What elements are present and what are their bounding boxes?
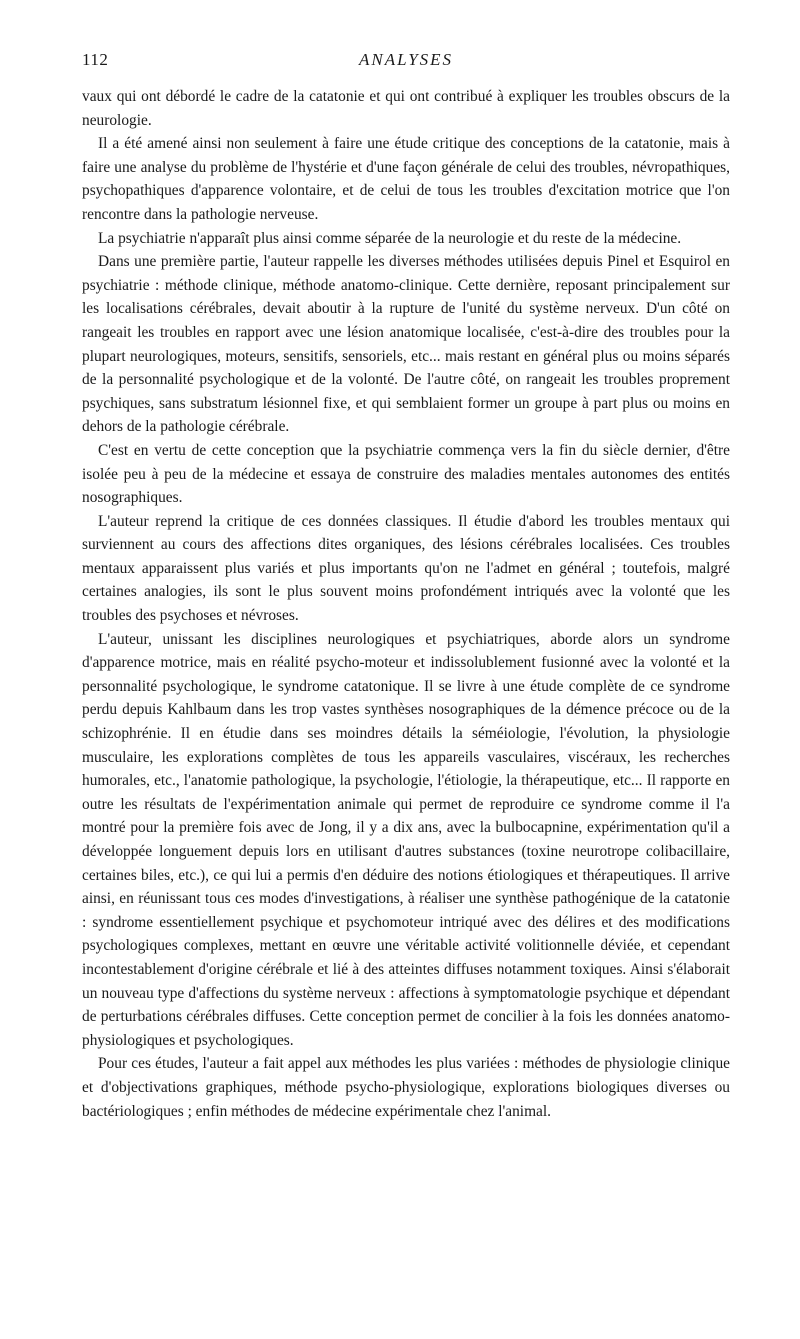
section-title: ANALYSES [358,50,454,69]
paragraph: La psychiatrie n'apparaît plus ainsi comme séparée de la neurologie et du reste de la médecine. [98,229,682,247]
paragraph: Il a été amené ainsi non seulement à faire une étude critique des conceptions de la catatonie, mais à faire une analyse du problème de l'hystérie et d'une façon générale de celui des troubles, névropathiques, psychopathiques d'apparence volontaire, et de celui de tous les troubles d'excitation motrice que l'on rencontre dans la pathologie nerveuse. [82,135,730,223]
paragraph-continuation: vaux qui ont débordé le cadre de la catatonie et qui ont contribué à expliquer les troubles obscurs de la neurologie. [82,88,730,129]
running-head [82,50,730,76]
body-text [82,85,730,1123]
paragraph: Pour ces études, l'auteur a fait appel aux méthodes les plus variées : méthodes de physiologie clinique et d'objectivations graphiques, méthode psycho-physiologique, explorations biologiques diverses ou bactériologiques ; enfin méthodes de médecine expérimentale chez l'animal. [82,1055,730,1120]
paragraph: Dans une première partie, l'auteur rappelle les diverses méthodes utilisées depuis Pinel et Esquirol en psychiatrie : méthode clinique, méthode anatomo-clinique. Cette dernière, reposant principalement sur les localisations cérébrales, devait aboutir à la rupture de l'unité du système nerveux. D'un côté on rangeait les troubles en rapport avec une lésion anatomique localisée, c'est-à-dire des troubles pour la plupart neurologiques, moteurs, sensitifs, sensoriels, etc... mais restant en général plus ou moins séparés de la personnalité psychologique et de la volonté. De l'autre côté, on rangeait les troubles proprement psychiques, sans substratum lésionnel fixe, et qui semblaient former un groupe à part plus ou moins en dehors de la pathologie cérébrale. [82,253,730,436]
paragraph: L'auteur reprend la critique de ces données classiques. Il étudie d'abord les troubles mentaux qui surviennent au cours des affections dites organiques, des lésions cérébrales localisées. Ces troubles mentaux apparaissent plus variés et plus importants qu'on ne l'admet en général ; toutefois, malgré certaines analogies, ils sont le plus souvent moins profondément intriqués avec la volonté que les troubles des psychoses et névroses. [82,512,730,625]
paragraph: C'est en vertu de cette conception que la psychiatrie commença vers la fin du siècle dernier, d'être isolée peu à peu de la médecine et essaya de construire des maladies mentales autonomes des entités nosographiques. [82,441,730,507]
paragraph: L'auteur, unissant les disciplines neurologiques et psychiatriques, aborde alors un syndrome d'apparence motrice, mais en réalité psycho-moteur et indissolublement fusionné avec la volonté et la personnalité psychologique, le syndrome catatonique. Il se livre à une étude complète de ce syndrome perdu depuis Kahlbaum dans les trop vastes synthèses nosographiques de la démence précoce ou de la schizophrénie. Il en étudie dans ses moindres détails la séméiologie, l'évolution, la physiologie musculaire, les explorations complètes de tous les appareils vasculaires, viscéraux, les recherches humorales, etc., l'anatomie pathologique, la psychologie, l'étiologie, la thérapeutique, etc... Il rapporte en outre les résultats de l'expérimentation animale qui permet de reproduire ce syndrome comme il l'a montré pour la première fois avec de Jong, il y a dix ans, avec la bulbocapnine, expérimentation qu'il a développée longuement depuis lors en utilisant d'autres substances (toxine neurotrope colibacillaire, certaines biles, etc.), ce qui lui a permis d'en déduire des notions étiologiques et thérapeutiques. Il arrive ainsi, en réunissant tous ces modes d'investigations, à réaliser une synthèse pathogénique de la catatonie : syndrome essentiellement psychique et psychomoteur intriqué avec des délires et des modifications psychologiques complexes, mettant en œuvre une véritable activité volitionnelle déviée, et cependant incontestablement d'origine cérébrale et lié à des atteintes diffuses notamment toxiques. Ainsi s'élaborait un nouveau type d'affections du système nerveux : affections à symptomatologie psychique et dépendant de perturbations cérébrales diffuses. Cette conception permet de concilier à la fois les données anatomo-physiologiques et psychologiques. [82,630,730,1049]
page-number: 112 [82,50,109,69]
